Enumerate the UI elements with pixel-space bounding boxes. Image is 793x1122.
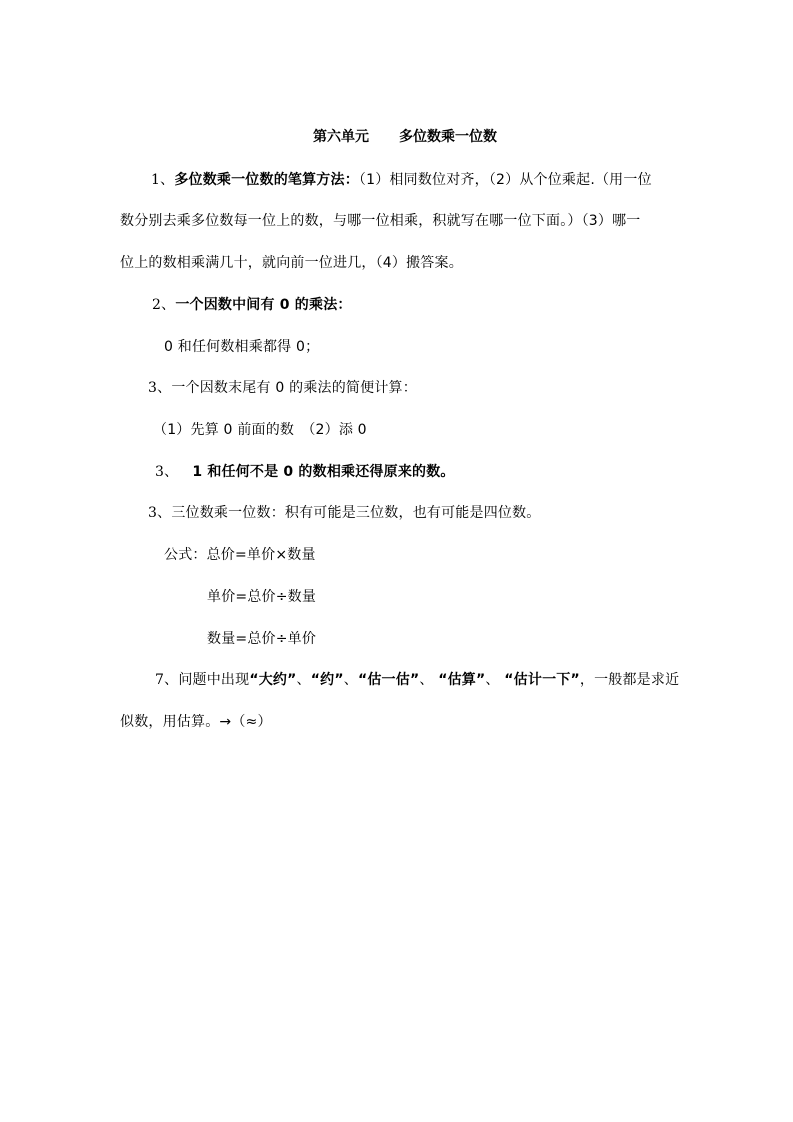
section-6-line-2: 似数，用估算。→（≈） — [120, 714, 272, 730]
section-1-text: （1）相同数位对齐，（2）从个位乘起.（用一位 — [358, 172, 652, 188]
unit-label: 第六单元 — [313, 129, 369, 145]
section-1-line-2: 数分别去乘多位数每一位上的数，与哪一位相乘，积就写在哪一位下面。）（3）哪一 — [120, 213, 641, 229]
separator: 、 — [343, 672, 358, 688]
keyword-dayue: “大约” — [249, 672, 297, 688]
section-2-body: 0 和任何数相乘都得 0； — [164, 339, 320, 355]
separator: 、 — [419, 672, 439, 688]
formula-quantity: 数量=总价÷单价 — [207, 631, 317, 647]
keyword-gujiyixia: “估计一下” — [504, 672, 580, 688]
section-2-heading-line — [152, 295, 352, 315]
section-4-heading: 1 和任何不是 0 的数相乘还得原来的数。 — [192, 464, 455, 480]
keyword-yue: “约” — [310, 672, 344, 688]
keyword-guyigu: “估一估” — [357, 672, 420, 688]
section-4-line — [155, 462, 455, 482]
section-3-body: （1）先算 0 前面的数 （2）添 0 — [153, 422, 367, 438]
unit-topic: 多位数乘一位数 — [399, 129, 497, 145]
separator: 、 — [296, 672, 311, 688]
section-6-number: 7、 — [155, 672, 179, 688]
section-3-number: 3、 — [148, 380, 172, 396]
formula-total-price: 公式：总价=单价×数量 — [164, 547, 316, 563]
keyword-gusuan: “估算” — [438, 672, 486, 688]
section-6-prefix: 问题中出现 — [178, 672, 250, 688]
section-3-heading-line — [148, 378, 417, 398]
section-1-line-1 — [151, 170, 652, 190]
section-2-number: 2、 — [152, 297, 176, 313]
section-4-number: 3、 — [155, 464, 179, 480]
section-5-body: 三位数乘一位数：积有可能是三位数，也有可能是四位数。 — [171, 505, 541, 521]
page-title — [313, 127, 497, 147]
section-6-suffix: ，一般都是求近 — [579, 672, 680, 688]
section-6-line-1 — [155, 670, 679, 690]
section-5-line — [148, 503, 541, 523]
section-5-number: 3、 — [148, 505, 172, 521]
section-2-heading: 一个因数中间有 0 的乘法： — [175, 297, 352, 313]
section-1-heading: 多位数乘一位数的笔算方法： — [174, 172, 359, 188]
section-1-number: 1、 — [151, 172, 175, 188]
formula-unit-price: 单价=总价÷数量 — [207, 589, 317, 605]
section-3-heading: 一个因数末尾有 0 的乘法的简便计算： — [171, 380, 417, 396]
section-1-line-3: 位上的数相乘满几十，就向前一位进几，（4）搬答案。 — [120, 255, 463, 271]
separator: 、 — [485, 672, 505, 688]
